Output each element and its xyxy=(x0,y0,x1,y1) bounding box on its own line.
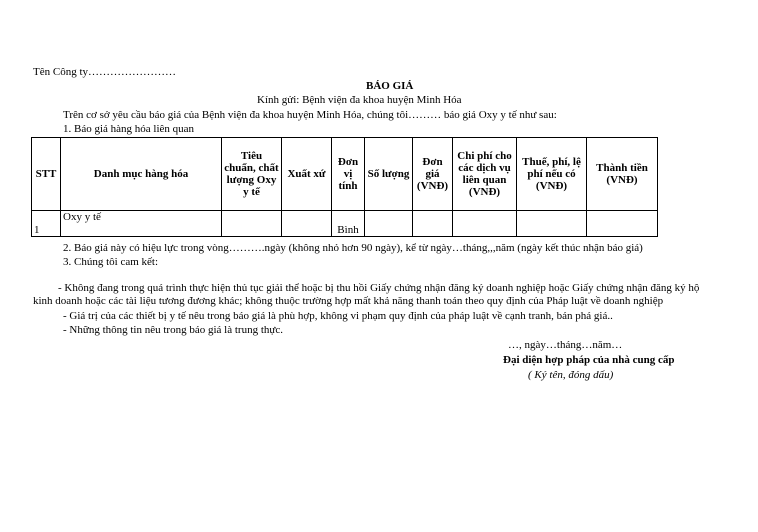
table-header-row xyxy=(32,138,658,211)
header-unit-price: Đơn giá (VNĐ) xyxy=(413,138,453,211)
date-line: …, ngày…tháng…năm… xyxy=(508,339,623,351)
header-tax: Thuế, phí, lệ phí nếu có (VNĐ) xyxy=(517,138,587,211)
cell-unit: Bình xyxy=(332,211,365,237)
cell-unit-price xyxy=(413,211,453,237)
header-item: Danh mục hàng hóa xyxy=(61,138,222,211)
document-title: BÁO GIÁ xyxy=(366,80,414,92)
section-1-heading: 1. Báo giá hàng hóa liên quan xyxy=(63,123,195,135)
header-total: Thành tiền (VNĐ) xyxy=(587,138,658,211)
section-2-validity: 2. Báo giá này có hiệu lực trong vòng……….ngày (không nhỏ hơn 90 ngày), kể từ ngày…tháng,,,năm (ngày kết thúc nhận báo giá) xyxy=(63,242,643,254)
company-name-line: Tên Công ty…………………… xyxy=(33,66,176,78)
quotation-table xyxy=(31,137,658,237)
cell-stt: 1 xyxy=(32,211,61,237)
header-quantity: Số lượng xyxy=(365,138,413,211)
header-service-cost: Chi phí cho các dịch vụ liên quan (VNĐ) xyxy=(453,138,517,211)
cell-service-cost xyxy=(453,211,517,237)
signer-note: ( Ký tên, đóng dấu) xyxy=(528,369,614,381)
header-standard: Tiêu chuẩn, chất lượng Oxy y tế xyxy=(222,138,282,211)
cell-item: Oxy y tế xyxy=(61,211,222,237)
commitment-2: - Giá trị của các thiết bị y tế nêu trong báo giá là phù hợp, không vi phạm quy định của pháp luật về cạnh tranh, bán phá giá.. xyxy=(63,310,613,322)
signer-title: Đại diện hợp pháp của nhà cung cấp xyxy=(503,354,675,366)
header-unit: Đơn vị tính xyxy=(332,138,365,211)
cell-tax xyxy=(517,211,587,237)
cell-total xyxy=(587,211,658,237)
header-origin: Xuất xứ xyxy=(282,138,332,211)
cell-standard xyxy=(222,211,282,237)
section-3-heading: 3. Chúng tôi cam kết: xyxy=(63,256,159,268)
commitment-1-line-2: kinh doanh hoặc các tài liệu tương đương khác; không thuộc trường hợp mất khả năng thanh toán theo quy định của Pháp luật về doanh nghiệp xyxy=(33,295,664,307)
header-stt: STT xyxy=(32,138,61,211)
cell-origin xyxy=(282,211,332,237)
commitment-3: - Những thông tin nêu trong báo giá là trung thực. xyxy=(63,324,283,336)
cell-quantity xyxy=(365,211,413,237)
addressee-line: Kính gửi: Bệnh viện đa khoa huyện Minh Hóa xyxy=(257,94,462,106)
table-row xyxy=(32,211,658,237)
intro-paragraph: Trên cơ sở yêu cầu báo giá của Bệnh viện đa khoa huyện Minh Hóa, chúng tôi……… báo giá Oxy y tế như sau: xyxy=(63,109,557,121)
commitment-1-line-1: - Không đang trong quá trình thực hiện thủ tục giải thể hoặc bị thu hồi Giấy chứng nhận đăng ký doanh nghiệp hoặc Giấy chứng nhận đăng ký hộ xyxy=(58,282,700,294)
